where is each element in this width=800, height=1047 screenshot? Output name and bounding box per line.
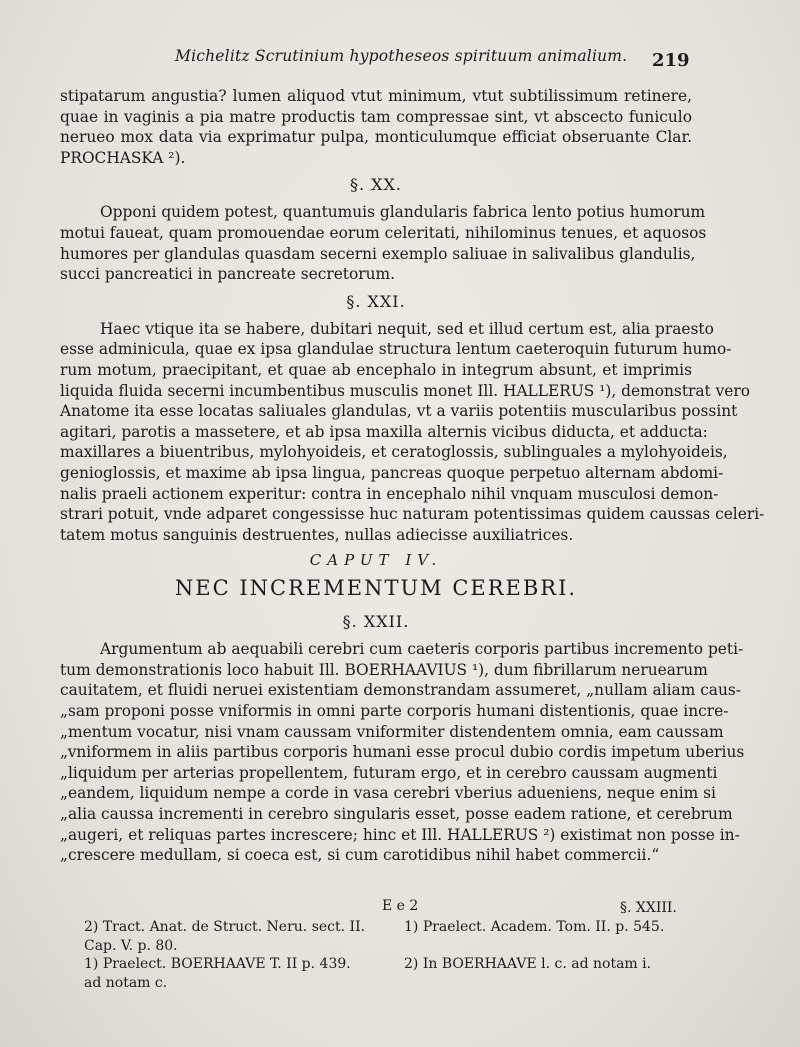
text-line: „liquidum per arterias propellentem, futuram ergo, et in cerebro caussam augmenti (60, 763, 718, 782)
text-line: Haec vtique ita se habere, dubitari nequit, sed et illud certum est, alia praesto (100, 319, 714, 338)
footnote-right: 1) Praelect. Academ. Tom. II. p. 545. (404, 919, 665, 935)
footnote-left: Cap. V. p. 80. (84, 937, 178, 954)
footnote-right (404, 937, 700, 956)
text-line: maxillares a biuentribus, mylohyoideis, et ceratoglossis, sublinguales a mylohyoideis, (60, 443, 728, 462)
catchword: §. XXIII. (620, 900, 677, 916)
text-line: „augeri, et reliquas partes increscere; hinc et Ill. HALLERUS ²) existimat non posse in- (60, 825, 740, 844)
text-line: „vniformem in aliis partibus corporis humani esse procul dubio cordis impetum uberius (60, 743, 745, 762)
footnote-row (84, 918, 700, 937)
footnote-row (84, 937, 700, 956)
text-line: „eandem, liquidum nempe a corde in vasa cerebri vberius adueniens, neque enim si (60, 784, 716, 803)
footnote-left: ad notam c. (84, 974, 168, 991)
text-line: „mentum vocatur, nisi vnam caussam vniformiter distendentem omnia, eam caussam (60, 722, 724, 741)
text-line: tum demonstrationis loco habuit Ill. BOERHAAVIUS ¹), dum fibrillarum neruearum (60, 660, 708, 679)
running-header: Michelitz Scrutinium hypotheseos spirituum animalium. (175, 47, 628, 65)
text-line: motui faueat, quam promouendae eorum celeritati, nihilominus tenues, et aquosos (60, 223, 707, 242)
text-line: esse adminicula, quae ex ipsa glandulae structura lentum caeteroquin futurum humo- (60, 340, 732, 359)
text-line: „alia caussa incrementi in cerebro singularis esset, posse eadem ratione, et cerebrum (60, 805, 733, 824)
signature-mark: E e 2 (382, 898, 419, 914)
text-line: liquida fluida secerni incumbentibus musculis monet Ill. HALLERUS ¹), demonstrat vero (60, 381, 751, 400)
text-line: Opponi quidem potest, quantumuis glandularis fabrica lento potius humorum (100, 203, 706, 222)
footnote-left: 1) Praelect. BOERHAAVE T. II p. 439. (84, 956, 351, 972)
text-line: PROCHASKA ²). (60, 148, 186, 167)
footnote-row (84, 955, 700, 974)
section-heading: §. XX. (349, 175, 403, 195)
chapter-label: CAPUT IV. (309, 551, 443, 570)
text-line: humores per glandulas quasdam secerni exemplo saliuae in salivalibus glandulis, (60, 244, 696, 263)
text-line: „crescere medullam, si coeca est, si cum carotidibus nihil habet commercii.“ (60, 846, 660, 865)
chapter-title: NEC INCREMENTUM CEREBRI. (174, 576, 578, 601)
section-heading: §. XXI. (346, 291, 406, 311)
text-line: Argumentum ab aequabili cerebri cum caeteris corporis partibus incremento peti- (100, 640, 744, 659)
page-number: 219 (652, 50, 690, 71)
footnote-left: 2) Tract. Anat. de Struct. Neru. sect. II. (84, 919, 366, 935)
text-line: quae in vaginis a pia matre productis tam compressae sint, vt abscecto funiculo (60, 107, 692, 126)
text-line: Anatome ita esse locatas saliuales glandulas, vt a variis potentiis muscularibus possint (60, 402, 738, 421)
footnote-right: 2) In BOERHAAVE l. c. ad notam i. (404, 956, 652, 972)
text-line: cauitatem, et fluidi neruei existentiam demonstrandam assumeret, „nullam aliam caus- (60, 681, 741, 700)
text-line: nalis praeli actionem experitur: contra in encephalo nihil vnquam musculosi demon- (60, 484, 719, 503)
text-line: rum motum, praecipitant, et quae ab encephalo in integrum absunt, et imprimis (60, 360, 692, 379)
text-line: nerueo mox data via exprimatur pulpa, monticulumque efficiat obseruante Clar. (60, 128, 692, 147)
text-line: genioglossis, et maxime ab ipsa lingua, pancreas quoque perpetuo alternam abdomi- (60, 463, 724, 482)
footnotes (84, 918, 700, 992)
footnote-right (404, 974, 700, 993)
text-line: strari potuit, vnde adparet congessisse huc naturam potentissimas quidem caussas celeri- (60, 505, 765, 524)
text-line: agitari, parotis a massetere, et ab ipsa maxilla alternis vicibus diducta, et adducta: (60, 422, 708, 441)
text-line: succi pancreatici in pancreate secretorum. (60, 265, 396, 284)
text-line: stipatarum angustia? lumen aliquod vtut minimum, vtut subtilissimum retinere, (60, 87, 692, 105)
footnote-row (84, 974, 700, 993)
page-body (60, 86, 765, 866)
text-line: tatem motus sanguinis destruentes, nullas adiecisse auxiliatrices. (60, 525, 574, 544)
section-heading: §. XXII. (342, 612, 410, 632)
text-line: „sam proponi posse vniformis in omni parte corporis humani distentionis, quae incre- (60, 702, 729, 721)
